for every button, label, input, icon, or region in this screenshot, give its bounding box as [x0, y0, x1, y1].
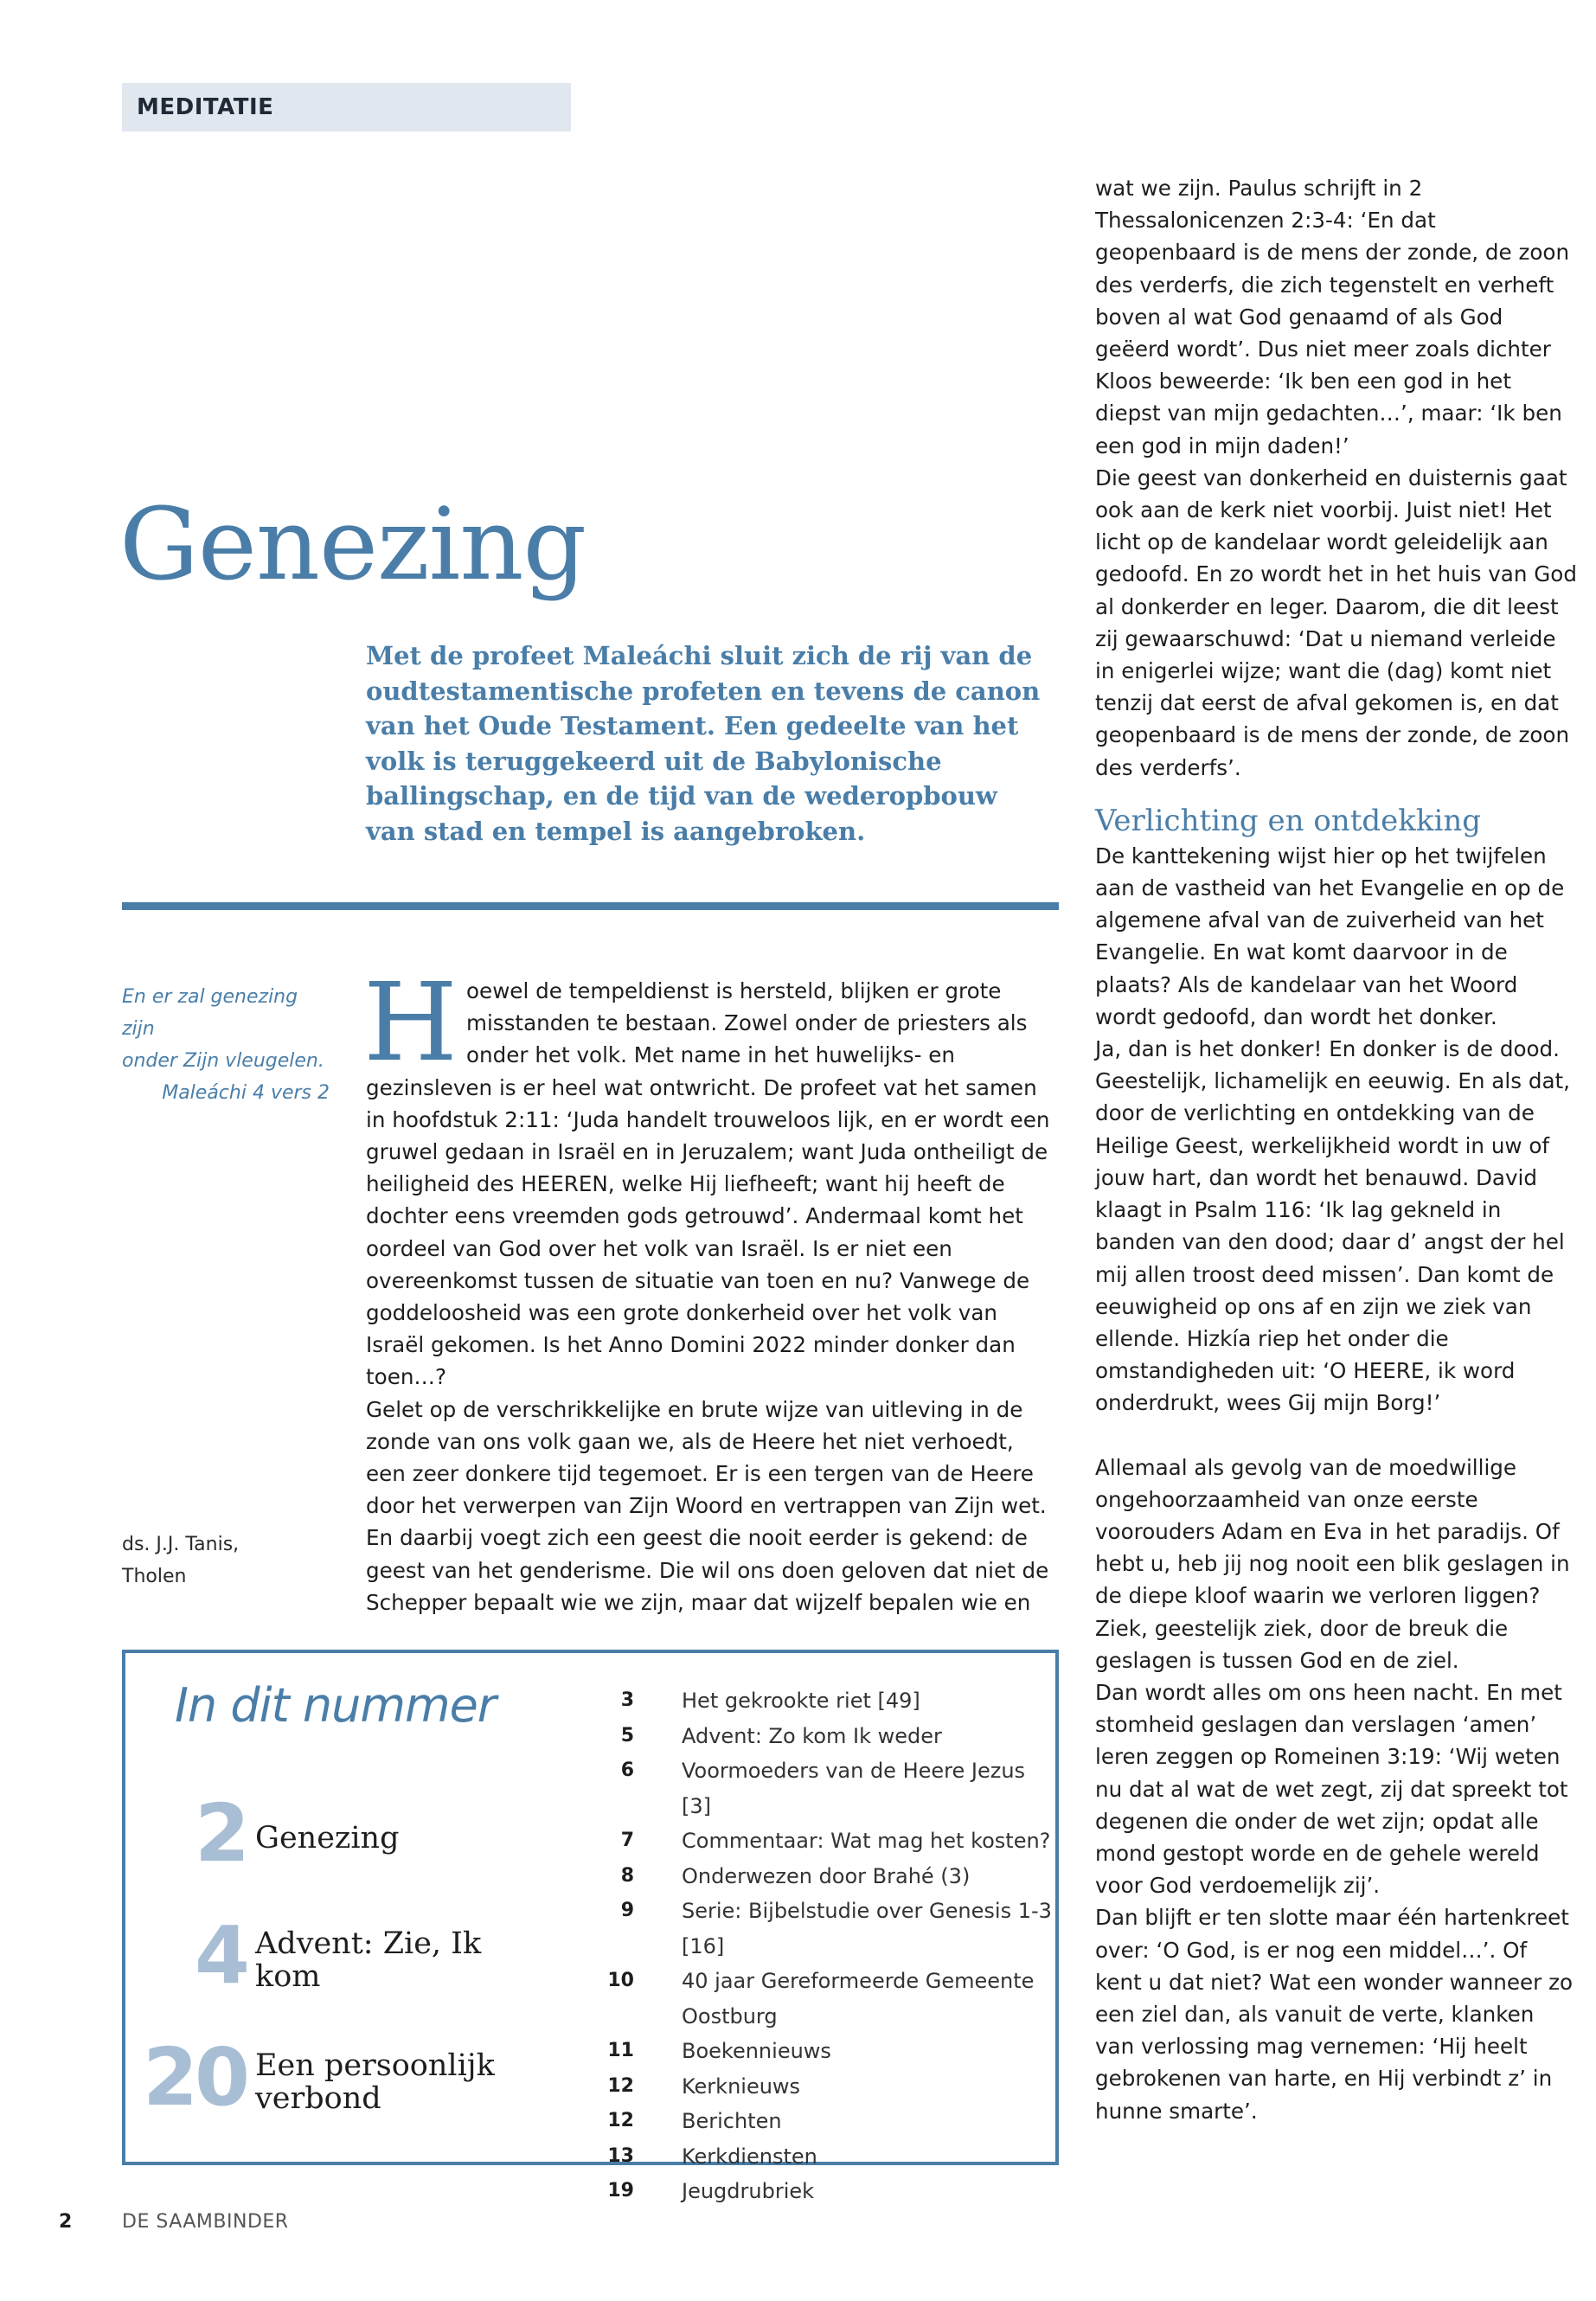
quote-line: onder Zijn vleugelen.: [122, 1050, 324, 1072]
toc-page-number: 3: [620, 1689, 634, 1711]
toc-item-label: Het gekrookte riet [49]: [682, 1689, 920, 1713]
toc-item-label: Kerkdiensten: [682, 2144, 817, 2169]
toc-item[interactable]: [589, 2034, 1056, 2069]
featured-title: Genezing: [255, 1821, 400, 1856]
toc-page-number: 7: [620, 1830, 634, 1851]
scripture-quote: [122, 981, 330, 1109]
toc-page-number: 19: [607, 2180, 634, 2202]
toc-item[interactable]: [589, 1683, 1056, 1719]
toc-item[interactable]: [589, 1719, 1056, 1754]
author-name: ds. J.J. Tanis,: [122, 1534, 240, 1555]
toc-featured-item[interactable]: [125, 2031, 610, 2130]
table-of-contents: [122, 1650, 1059, 2203]
toc-page-number: 10: [607, 1970, 634, 1991]
magazine-name: DE SAAMBINDER: [122, 2211, 289, 2233]
toc-featured-item[interactable]: [125, 1909, 610, 2008]
featured-title: Een persoonlijk verbond: [255, 2048, 495, 2116]
author-credit: [122, 1529, 330, 1593]
toc-item-label: Berichten: [682, 2109, 782, 2133]
toc-item-label: Kerknieuws: [682, 2073, 801, 2099]
toc-page-number: 9: [620, 1900, 634, 1921]
article-paragraph: Ja, dan is het donker! En donker is de dood. Geestelijk, lichamelijk en eeuwig. En als dat, door de verlichting en ontdekking van de Heilige Geest, werkelijkheid wordt in uw of jouw hart, dan wordt het benauwd. David klaagt in Psalm 116: ‘Ik lag gekneld in banden van den dood; daar d’ angst der hel mij allen troost deed missen’. Dan komt de eeuwigheid op ons af en zijn we ziek van ellende. Hizkía riep het onder die omstandigheden uit: ‘O HEERE, ik word onderdrukt, wees Gij mijn Borg!’: [1095, 1036, 1570, 1416]
toc-page-number: 12: [607, 2074, 634, 2097]
article-paragraph: Die geest van donkerheid en duisternis gaat ook aan de kerk niet voorbij. Juist niet! Het licht op de kandelaar wordt geleidelijk aan gedoofd. En zo wordt het in het huis van God al donkerder en leger. Daarom, die dit leest zij gewaarschuwd: ‘Dat u niemand verleide in enigerlei wijze; want die (dag) komt niet tenzij dat eerst de afval gekomen is, en dat geopenbaard is de mens der zonde, de zoon des verderfs’.: [1095, 465, 1577, 780]
article-column-right: [1095, 172, 1580, 2127]
toc-item[interactable]: [589, 1964, 1056, 2034]
toc-page-number: 6: [620, 1759, 634, 1781]
quote-reference: Maleáchi 4 vers 2: [162, 1082, 330, 1104]
toc-item[interactable]: [589, 2139, 1056, 2175]
toc-item[interactable]: [589, 1859, 1056, 1894]
article-paragraph: [363, 960, 1058, 1394]
toc-item-label: 40 jaar Gereformeerde Gemeente Oostburg: [682, 1969, 1035, 2029]
paragraph-gap: [1095, 1420, 1580, 1452]
toc-item[interactable]: [589, 1894, 1056, 1964]
article-paragraph: wat we zijn. Paulus schrijft in 2 Thessalonicenzen 2:3-4: ‘En dat geopenbaard is de mens der zonde, de zoon des verderfs, die zich tegenstelt en verheft boven al wat God genaamd of als God geëerd wordt’. Dus niet meer zoals dichter Kloos beweerde: ‘Ik ben een god in het diepst van mijn gedachten…’, maar: ‘Ik ben een god in mijn daden!’: [1095, 176, 1570, 458]
toc-item-label: Serie: Bijbelstudie over Genesis 1-3 [16]: [682, 1899, 1052, 1958]
article-title: Genezing: [119, 487, 586, 603]
section-label: MEDITATIE: [122, 83, 571, 131]
featured-title: Advent: Zie, Ik kom: [255, 1926, 482, 1994]
article-paragraph: Dan blijft er ten slotte maar één hartenkreet over: ‘O God, is er nog een middel…’. Of kent u dat niet? Wat een wonder wanneer zo een ziel dan, als vanuit de verte, klanken van verlossing mag vernemen: ‘Hij heelt gebrokenen van harte, en Hij verbindt z’ in hunne smarte’.: [1095, 1905, 1574, 2124]
featured-page-number: 20: [142, 2031, 247, 2124]
toc-page-number: 8: [620, 1864, 634, 1887]
article-paragraph: Gelet op de verschrikkelijke en brute wijze van uitleving in de zonde van ons volk gaan we, als de Heere het niet verhoedt, een zeer donkere tijd tegemoet. Er is een tergen van de Heere door het verwerpen van Zijn Woord en vertrappen van Zijn wet. En daarbij voegt zich een geest die nooit eerder is gekend: de geest van het genderisme. Die wil ons doen geloven dat niet de Schepper bepaalt wie we zijn, maar dat wijzelf bepalen wie en: [366, 1396, 1049, 1615]
toc-page-number: 5: [620, 1724, 634, 1747]
toc-page-number: 12: [607, 2110, 634, 2131]
paragraph-text: oewel de tempeldienst is hersteld, blijken er grote misstanden te bestaan. Zowel onder de priesters als onder het volk. Met name in het huwelijks- en gezinsleven is er heel wat ontwricht. De profeet vat het samen in hoofdstuk 2:11: ‘Juda handelt trouweloos lijk, en er wordt een gruwel gedaan in Israël en in Jeruzalem; want Juda ontheiligt de heiligheid des HEEREN, welke Hij liefheeft; want hij heeft de dochter eens vreemden gods getrouwd’. Andermaal komt het oordeel van God over het volk van Israël. Is er niet een overeenkomst tussen de situatie van toen en nu? Vanwege de goddeloosheid was een grote donkerheid over het volk van Israël gekomen. Is het Anno Domini 2022 minder donker dan toen…?: [366, 978, 1050, 1390]
article-column-left: [363, 960, 1058, 1618]
featured-page-number: 4: [194, 1909, 247, 2002]
toc-item-label: Boekennieuws: [682, 2039, 831, 2063]
toc-page-number: 13: [607, 2144, 634, 2167]
toc-page-number: 11: [607, 2040, 634, 2061]
toc-item-label: Onderwezen door Brahé (3): [682, 1863, 971, 1888]
quote-line: En er zal genezing zijn: [122, 986, 298, 1040]
featured-page-number: 2: [194, 1787, 247, 1880]
article-paragraph: De kanttekening wijst hier op het twijfelen aan de vastheid van het Evangelie en op de algemene afval van de zuiverheid van het Evangelie. En wat komt daarvoor in de plaats? Als de kandelaar van het Woord wordt gedoofd, dan wordt het donker.: [1095, 843, 1565, 1029]
toc-heading: In dit nummer: [175, 1678, 497, 1733]
article-intro: Met de profeet Maleáchi sluit zich de rij van de oudtestamentische profeten en tevens de canon van het Oude Testament. Een gedeelte van het volk is teruggekeerd uit de Babylonische ballingschap, en de tijd van de wederopbouw van stad en tempel is aangebroken.: [366, 641, 1041, 846]
toc-item[interactable]: [589, 2104, 1056, 2139]
toc-featured-item[interactable]: [125, 1787, 610, 1886]
author-place: Tholen: [122, 1566, 187, 1587]
toc-item-label: Commentaar: Wat mag het kosten?: [682, 1829, 1051, 1853]
article-paragraph: Allemaal als gevolg van de moedwillige ongehoorzaamheid van onze eerste voorouders Adam en Eva in het paradijs. Of hebt u, heb jij nog nooit een blik geslagen in de diepe kloof waarin we verloren liggen? Ziek, geestelijk ziek, door de breuk die geslagen is tussen God en de ziel.: [1095, 1454, 1570, 1673]
drop-cap: H: [363, 960, 458, 1086]
section-divider: [122, 902, 1059, 910]
article-subheading: Verlichting en ontdekking: [1095, 803, 1481, 838]
toc-item-label: Jeugdrubriek: [682, 2179, 815, 2203]
toc-item[interactable]: [589, 1753, 1056, 1823]
toc-item-label: Voormoeders van de Heere Jezus [3]: [682, 1759, 1026, 1818]
toc-item[interactable]: [589, 1823, 1056, 1859]
toc-item-label: Advent: Zo kom Ik weder: [682, 1723, 942, 1748]
toc-item[interactable]: [589, 2174, 1056, 2209]
toc-list: [589, 1683, 1056, 2209]
article-paragraph: Dan wordt alles om ons heen nacht. En met stomheid geslagen dan verslagen ‘amen’ leren zeggen op Romeinen 3:19: ‘Wij weten nu dat al wat de wet zegt, zij dat spreekt tot degenen die onder de wet zijn; opdat alle mond gestopt worde en de gehele wereld voor God verdoemelijk zij’.: [1095, 1679, 1568, 1899]
page-number: 2: [59, 2211, 73, 2233]
toc-item[interactable]: [589, 2069, 1056, 2105]
